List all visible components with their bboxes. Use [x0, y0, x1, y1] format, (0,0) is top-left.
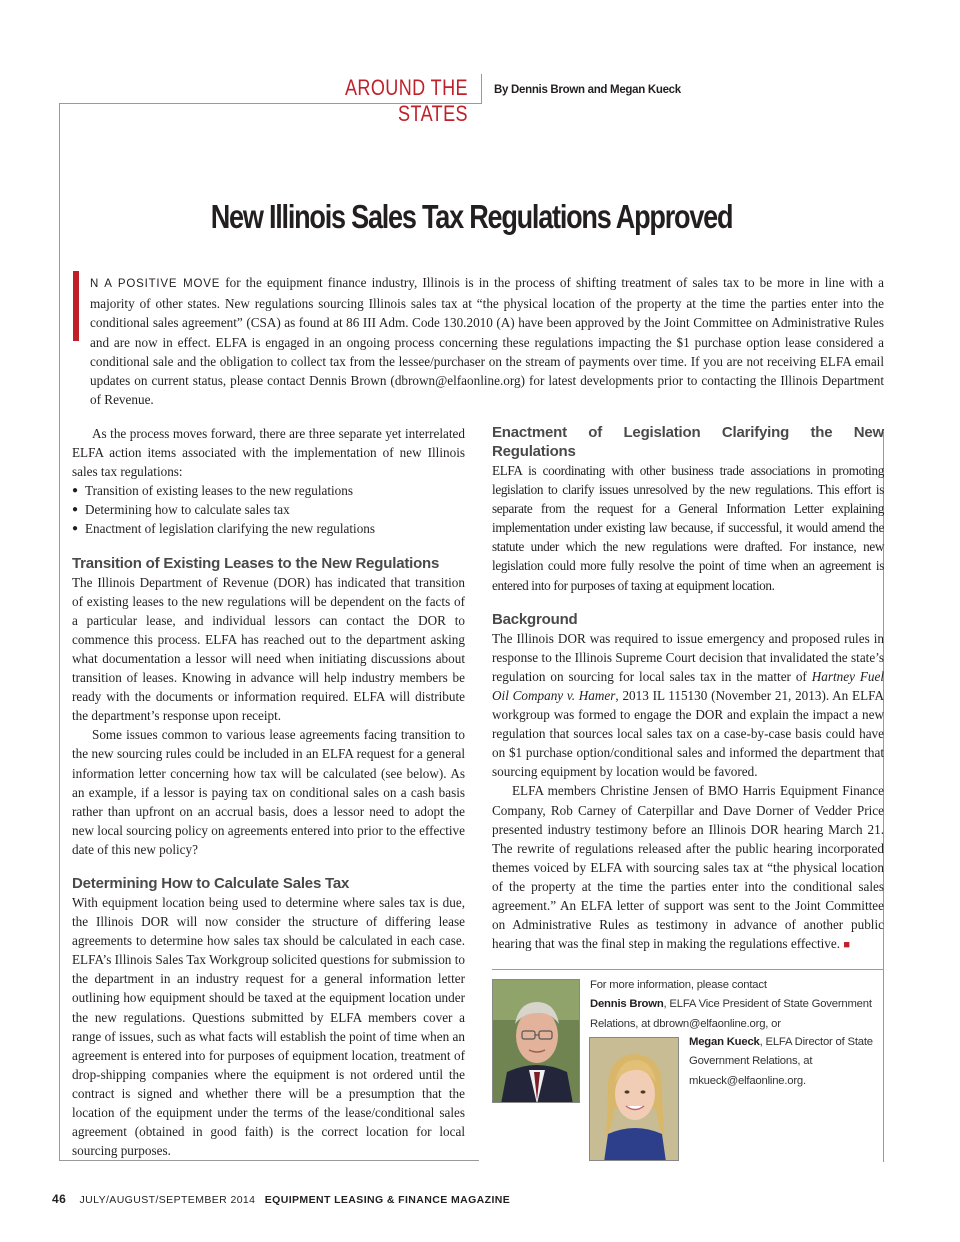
contact-info-kueck: [689, 1033, 884, 1091]
page-title: New Illinois Sales Tax Regulations Approved: [210, 198, 733, 235]
left-column: [72, 424, 465, 1160]
body-paragraph: Some issues common to various lease agreements facing transition to the new sourcing rules could be included in an ELFA request for a general information letter concerning how tax will be calculated (see below). As an example, if a lessor is paying tax on conditional sales on a cash basis rather than upfront on an accrual basis, does a lessor need to adopt the new local sourcing policy on agreements entered into prior to the effective date of this new policy?: [72, 727, 465, 857]
end-mark-icon: ■: [843, 939, 850, 952]
subhead-legislation: Enactment of Legislation Clarifying the New Regulations: [492, 424, 884, 460]
body-paragraph: [492, 629, 884, 782]
intro-paragraph: As the process moves forward, there are three separate yet interrelated ELFA action items associated with the implementation of new Illinois sales tax regulations:: [72, 426, 465, 480]
lede-lead-caps: N A POSITIVE MOVE: [90, 278, 221, 290]
action-items-list: [72, 481, 465, 538]
contact-info-brown: [590, 976, 882, 1034]
author-photo-megan-kueck: [589, 1037, 679, 1161]
frame-rule-left: [59, 103, 60, 1160]
list-item: ● Enactment of legislation clarifying the new regulations: [72, 519, 465, 538]
author-photo-dennis-brown: [492, 979, 580, 1103]
body-paragraph: ELFA is coordinating with other business trade associations in promoting legislation to clarify issues unresolved by the new regulations. This effort is separate from the request for a General Information Letter explaining implementation under existing law because, if successful, it would amend the statute under which the new regulations were drafted. For instance, new legislation could more fully resolve the point of time when an agreement is entered into for purposes of taxing at equipment location.: [492, 463, 884, 593]
contact-details-brown: , ELFA Vice President of State Government Relations, at dbrown@elfaonline.org, or: [590, 998, 872, 1030]
header-divider: [481, 74, 482, 104]
magazine-title: EQUIPMENT LEASING & FINANCE MAGAZINE: [264, 1194, 511, 1206]
byline: By Dennis Brown and Megan Kueck: [494, 84, 681, 96]
section-label: AROUND THE STATES: [344, 75, 468, 126]
contact-details-kueck: , ELFA Director of State Government Relations, at mkueck@elfaonline.org.: [689, 1036, 873, 1087]
portrait-icon: [493, 980, 580, 1103]
background-text-b: , 2013 IL 115130 (November 21, 2013). An ELFA workgroup was formed to engage the DOR and explain the impact a new regulation that sources local sales tax on a case-by-case basis could have on $1 purchase option/conditional sales and informed the department that sourcing equipment by location would be favored.: [492, 687, 884, 780]
testimony-text: ELFA members Christine Jensen of BMO Harris Equipment Finance Company, Rob Carney of Caterpillar and Dave Dorner of Vedder Price presented industry testimony before an Illinois DOR hearing March 21. The rewrite of regulations released after the public hearing incorporated themes voiced by ELFA with sourcing sales tax at “the physical location of the property at the time the parties enter into the conditional sales agreement.” An ELFA letter of support was sent to the Joint Committee on Administrative Rules as testimony in advance of another public hearing that was the final step in making the regulations effective.: [492, 783, 884, 952]
subhead-transition: Transition of Existing Leases to the New Regulations: [72, 554, 440, 572]
list-item: ● Determining how to calculate sales tax: [72, 500, 465, 519]
contact-divider: [492, 969, 884, 970]
contact-intro: For more information, please contact: [590, 979, 767, 991]
issue-date: JULY/AUGUST/SEPTEMBER 2014: [79, 1194, 256, 1206]
body-paragraph: The Illinois Department of Revenue (DOR) has indicated that transition of existing leases to the new regulations will be dependent on the facts of a particular lease, and individual lessors can contact the DOR to commence this process. ELFA has reached out to the department asking what documentation a lessor will need when initiating discussions about transition of leases. Knowing in advance will help industry members be ready with the documents or information required. ELFA will distribute the department’s response upon receipt.: [72, 574, 465, 724]
right-column: [492, 423, 884, 955]
contact-name-kueck: Megan Kueck: [689, 1036, 760, 1048]
lede-text: for the equipment finance industry, Illinois is in the process of shifting treatment of sales tax to be more in line with a majority of other states. New regulations sourcing Illinois sales tax at “the physical location of the property at the time the parties enter into the conditional sales agreement” (CSA) as found at 86 III Adm. Code 130.2010 (A) have been approved by the Joint Committee on Administrative Rules and are now in effect. ELFA is engaged in an ongoing process concerning these regulations impacting the $1 purchase option lease considered a conditional sale and the obligation to collect tax from the lessee/purchaser on the stream of payments over time. If you are not receiving ELFA email updates on current status, please contact Dennis Brown (dbrown@elfaonline.org) for latest developments prior to contacting the Illinois Department of Revenue.: [90, 275, 884, 408]
case-citation: Hartney Fuel Oil Company v. Hamer: [492, 668, 884, 703]
lede-paragraph: [72, 273, 884, 409]
subhead-background: Background: [492, 610, 578, 628]
contact-name-brown: Dennis Brown: [590, 998, 664, 1011]
page-number: 46: [52, 1192, 67, 1206]
portrait-icon: [590, 1038, 679, 1161]
subhead-calculate: Determining How to Calculate Sales Tax: [72, 874, 350, 892]
body-paragraph: With equipment location being used to determine where sales tax is due, the Illinois DOR will now consider the structure of differing lease agreements to determine how sales tax should be calculated in each case. ELFA’s Illinois Sales Tax Workgroup solicited questions for submission to the department in an industry request for a general information letter outlining how equipment should be taxed at the equipment location under the new regulations. Questions submitted by ELFA members cover a range of issues, such as what facts will establish the point of time when an agreement is entered into for purposes of equipment location, treatment of drop-shipping companies where the equipment is not ordered until the contract is signed and whether there will be a presumption that the location of the equipment under the terms of the lease/conditional sales agreement (obtained in good faith) is the correct location for local sourcing purposes.: [72, 894, 465, 1159]
list-item: ● Transition of existing leases to the new regulations: [72, 481, 465, 500]
body-paragraph: [492, 781, 884, 955]
background-text-a: The Illinois DOR was required to issue emergency and proposed rules in response to the Illinois Supreme Court decision that invalidated the state’s regulation on sourcing for local sales tax in the matter of: [492, 630, 884, 684]
page-footer: [52, 1192, 510, 1206]
